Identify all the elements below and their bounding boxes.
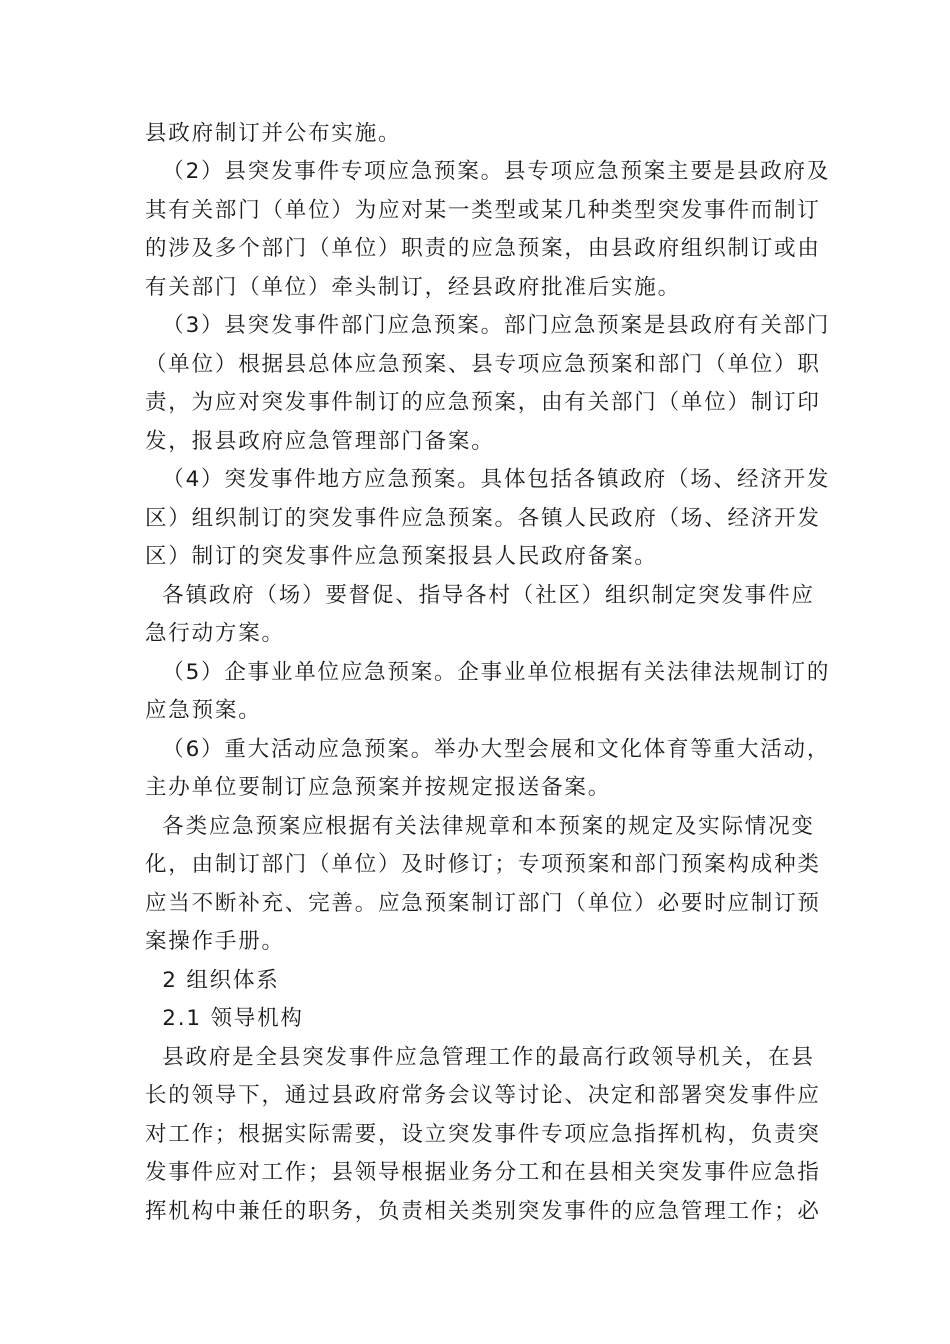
text-line: 长的领导下，通过县政府常务会议等讨论、决定和部署突发事件应	[145, 1083, 821, 1108]
text-line: （单位）根据县总体应急预案、县专项应急预案和部门（单位）职	[145, 352, 821, 377]
text-line: 挥机构中兼任的职务，负责相关类别突发事件的应急管理工作；必	[145, 1199, 821, 1224]
text-line: 各类应急预案应根据有关法律规章和本预案的规定及实际情况变	[145, 814, 815, 839]
text-line: 县政府是全县突发事件应急管理工作的最高行政领导机关，在县	[145, 1045, 815, 1070]
text-line: （4）突发事件地方应急预案。具体包括各镇政府（场、经济开发	[145, 467, 831, 492]
section-heading: 2 组织体系	[145, 968, 280, 993]
subsection-heading: 2.1 领导机构	[145, 1006, 304, 1031]
text-line: （2）县突发事件专项应急预案。县专项应急预案主要是县政府及	[145, 159, 831, 184]
text-line: 区）组织制订的突发事件应急预案。各镇人民政府（场、经济开发	[145, 506, 821, 531]
text-line: 的涉及多个部门（单位）职责的应急预案，由县政府组织制订或由	[145, 236, 821, 261]
text-line: 急行动方案。	[145, 621, 285, 646]
text-line: 应当不断补充、完善。应急预案制订部门（单位）必要时应制订预	[145, 891, 821, 916]
text-line: 主办单位要制订应急预案并按规定报送备案。	[145, 775, 612, 800]
text-line: 化，由制订部门（单位）及时修订；专项预案和部门预案构成种类	[145, 852, 821, 877]
text-line: 对工作；根据实际需要，设立突发事件专项应急指挥机构，负责突	[145, 1122, 821, 1147]
text-line: 案操作手册。	[145, 929, 285, 954]
text-line: 县政府制订并公布实施。	[145, 121, 402, 146]
text-line: （6）重大活动应急预案。举办大型会展和文化体育等重大活动，	[145, 737, 831, 762]
text-line: 其有关部门（单位）为应对某一类型或某几种类型突发事件而制订	[145, 198, 821, 223]
text-line: 各镇政府（场）要督促、指导各村（社区）组织制定突发事件应	[145, 583, 815, 608]
text-line: 发，报县政府应急管理部门备案。	[145, 429, 495, 454]
text-line: 责，为应对突发事件制订的应急预案，由有关部门（单位）制订印	[145, 390, 821, 415]
text-line: 应急预案。	[145, 698, 262, 723]
text-line: 区）制订的突发事件应急预案报县人民政府备案。	[145, 544, 658, 569]
text-line: 有关部门（单位）牵头制订，经县政府批准后实施。	[145, 275, 681, 300]
text-line: （3）县突发事件部门应急预案。部门应急预案是县政府有关部门	[145, 313, 831, 338]
text-line: （5）企事业单位应急预案。企事业单位根据有关法律法规制订的	[145, 660, 831, 685]
text-line: 发事件应对工作；县领导根据业务分工和在县相关突发事件应急指	[145, 1160, 821, 1185]
